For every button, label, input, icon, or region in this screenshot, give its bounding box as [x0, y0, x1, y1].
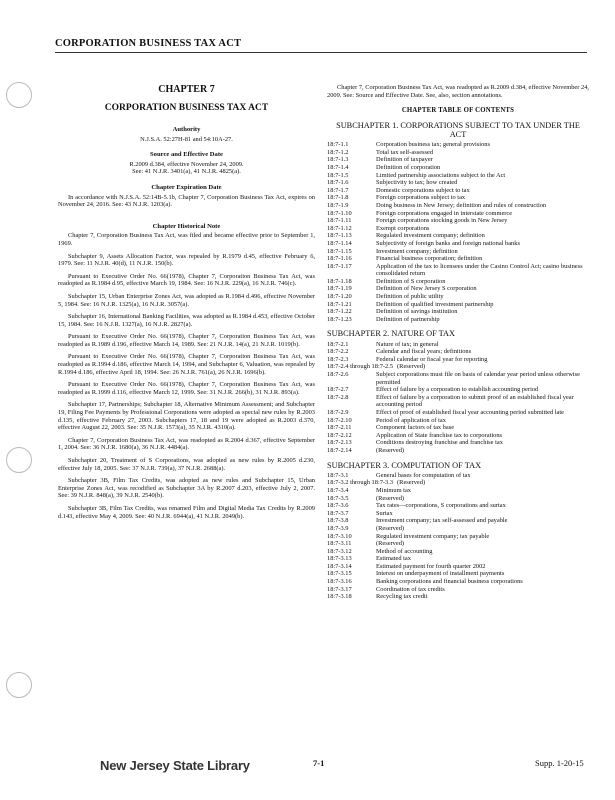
toc-entry: [327, 348, 589, 356]
section-title: Financial business corporation; definition: [376, 255, 483, 263]
chapter-title: CORPORATION BUSINESS TAX ACT: [104, 103, 269, 113]
history-paragraph: Pursuant to Executive Order No. 66(1978), Chapter 7, Corporation Business Tax Act, was readopted as R.1994 d.186, effective March 14, 1994, and Subchapter 6, Valuation, was repealed by R.1994 d.186, effective April 18, 1994. See: 26 N.J.R. 761(a), 26 N.J.R. 1696(b).: [58, 353, 315, 376]
section-number: 18:7-1.12: [327, 224, 352, 232]
section-title: Subject corporations must file on basis of calendar year period unless otherwise permitted: [376, 371, 580, 386]
section-number: 18:7-3.4: [327, 486, 349, 494]
toc-entry: [327, 141, 589, 149]
section-number: 18:7-1.5: [327, 171, 349, 179]
section-number: 18:7-1.6: [327, 179, 349, 187]
left-column: [58, 84, 315, 525]
section-number: 18:7-2.3: [327, 355, 349, 363]
toc-entry: [327, 593, 589, 601]
section-title: Regulated investment company; tax payable: [376, 532, 490, 540]
toc-entry: [327, 487, 589, 495]
section-title: Effect of proof of established fiscal year accounting period submitted late: [376, 408, 564, 416]
section-number: 18:7-3.10: [327, 532, 352, 540]
section-number: 18:7-3.7: [327, 509, 349, 517]
toc-entry: [327, 394, 589, 409]
running-head: CORPORATION BUSINESS TAX ACT: [55, 38, 242, 49]
section-number: 18:7-3.17: [327, 585, 352, 593]
section-number: 18:7-1.18: [327, 277, 352, 285]
toc-entry: [327, 563, 589, 571]
page-number: 7-1: [313, 758, 325, 768]
history-paragraph: Subchapter 9, Assets Allocation Factor, was repealed by R.1979 d.45, effective February 6, 1979. See: 11 N.J.R. 40(d), 11 N.J.R. 150(b).: [58, 252, 315, 268]
toc-entry: [327, 187, 589, 195]
toc-entry: [327, 301, 589, 309]
toc-entry: [327, 439, 589, 447]
toc-entry: [327, 371, 589, 386]
toc-entry: [327, 210, 589, 218]
history-paragraph: Subchapter 3B, Film Tax Credits, was adopted as new rules and Subchapter 15, Urban Enterprise Zones Act, was recodified as Subchapter 3A by R.2007 d.203, effective July 2, 2007. See: 39 N.J.R. 848(a), 39 N.J.R. 2540(b).: [58, 477, 315, 500]
section-title: Investment company; tax self-assessed and payable: [376, 517, 508, 525]
toc-entry: [327, 179, 589, 187]
section-title: Regulated investment company; definition: [376, 232, 485, 240]
section-title: Application of State franchise tax to corporations: [376, 431, 502, 439]
section-title: (Reserved): [397, 479, 426, 487]
section-number: 18:7-2.12: [327, 431, 352, 439]
section-number: 18:7-3.15: [327, 570, 352, 578]
section-title: Nature of tax; in general: [376, 340, 439, 348]
section-title: Total tax self-assessed: [376, 148, 434, 156]
section-title: Definition of S corporation: [376, 277, 446, 285]
authority-heading: Authority: [172, 126, 201, 133]
section-title: Exempt corporations: [376, 224, 430, 232]
toc-entry: [327, 149, 589, 157]
subchapter-heading: SUBCHAPTER 3. COMPUTATION OF TAX: [327, 460, 482, 470]
subchapter-heading: SUBCHAPTER 1. CORPORATIONS SUBJECT TO TAX UNDER THE ACT: [336, 120, 580, 139]
section-number: 18:7-2.13: [327, 439, 352, 447]
toc-entry: [327, 495, 589, 503]
section-title: Tax rates—corporations, S corporations and surtax: [376, 502, 506, 510]
history-paragraph: Subchapter 16, International Banking Facilities, was adopted as R.1984 d.453, effective October 15, 1984. See: 16 N.J.R. 1327(a), 16 N.J.R. 2827(a).: [58, 313, 315, 328]
source-line: R.2009 d.384, effective November 24, 2009.: [129, 160, 244, 168]
toc-entry: [327, 578, 589, 586]
section-title: Subjectivity to tax; how created: [376, 179, 458, 187]
section-title: Estimated tax: [376, 555, 411, 563]
section-number: 18:7-3.5: [327, 494, 349, 502]
toc-entry: [327, 525, 589, 533]
toc-entry: [327, 356, 589, 364]
table-of-contents: [327, 121, 589, 601]
toc-entry: [327, 517, 589, 525]
section-title: Effect of failure by a corporation to establish accounting period: [376, 386, 539, 394]
history-paragraph: Subchapter 20, Treatment of S Corporations, was adopted as new rules by R.2005 d.230, effective July 18, 2005. See: 37 N.J.R. 739(a), 37 N.J.R. 2688(a).: [58, 457, 315, 472]
section-number: 18:7-1.23: [327, 315, 352, 323]
section-number: 18:7-1.22: [327, 308, 352, 316]
history-paragraph: Subchapter 17, Partnerships; Subchapter 18, Alternative Minimum Assessment; and Subchapter 19, Filing Fee Payments by Professional Corporations were adopted as special new rules by R.2003 d.135, effective February 27, 2003. Subchapters 17, 18 and 19 were adopted as R.2003 d.370, effective August 22, 2003. See: 35 N.J.R. 1573(a), 35 N.J.R. 4310(a).: [58, 401, 315, 432]
subchapter-heading: SUBCHAPTER 2. NATURE OF TAX: [327, 329, 456, 339]
section-title: Method of accounting: [376, 547, 433, 555]
section-title: Domestic corporations subject to tax: [376, 186, 470, 194]
section-number: 18:7-1.1: [327, 141, 349, 149]
section-number: 18:7-3.18: [327, 593, 352, 601]
section-number: 18:7-2.6: [327, 371, 349, 379]
section-title: Foreign corporations stocking goods in New Jersey: [376, 217, 508, 225]
toc-entry: [327, 586, 589, 594]
binder-hole-icon: [6, 672, 32, 698]
section-title: (Reserved): [376, 540, 405, 548]
toc-entry: [327, 172, 589, 180]
section-number: 18:7-1.14: [327, 239, 352, 247]
toc-entry: [327, 248, 589, 256]
section-title: Definition of corporation: [376, 163, 441, 171]
section-title: (Reserved): [376, 494, 405, 502]
section-title: Coordination of tax credits: [376, 585, 445, 593]
history-paragraph: Pursuant to Executive Order No. 66(1978), Chapter 7, Corporation Business Tax Act, was readopted as R.1989 d.196, effective March 14, 1989. See: 21 N.J.R. 14(a), 21 N.J.R. 1019(b).: [58, 333, 315, 348]
section-number: 18:7-3.6: [327, 502, 349, 510]
toc-entry: [327, 217, 589, 225]
section-title: Banking corporations and financial business corporations: [376, 578, 523, 586]
section-title: Definition of savings institution: [376, 308, 458, 316]
binder-hole-icon: [6, 447, 32, 473]
toc-entry: [327, 293, 589, 301]
section-number: 18:7-2.10: [327, 416, 352, 424]
supplement-date: Supp. 1-20-15: [535, 758, 584, 768]
section-title: Recycling tax credit: [376, 593, 428, 601]
section-number: 18:7-1.17: [327, 262, 352, 270]
toc-entry: [327, 424, 589, 432]
section-title: Foreign corporations engaged in interstate commerce: [376, 209, 513, 217]
toc-entry: [327, 255, 589, 263]
section-number: 18:7-3.16: [327, 578, 352, 586]
toc-entry: [327, 548, 589, 556]
expiration-text: In accordance with N.J.S.A. 52:14B-5.1b, Chapter 7, Corporation Business Tax Act, expires on November 24, 2016. See: 43 N.J.R. 1203(a).: [58, 193, 315, 209]
toc-entry: [327, 194, 589, 202]
toc-entry: [327, 540, 589, 548]
toc-entry: [327, 308, 589, 316]
history-paragraph: Pursuant to Executive Order No. 66(1978), Chapter 7, Corporation Business Tax Act, was readopted as R.1984 d.95, effective March 19, 1984. See: 16 N.J.R. 229(a), 16 N.J.R. 746(c).: [58, 272, 315, 288]
authority-text: N.J.S.A. 52:27H-81 and 54:10A-27.: [140, 135, 233, 143]
section-title: Conditions destroying franchise and franchise tax: [376, 439, 503, 447]
section-number: 18:7-2.14: [327, 446, 352, 454]
toc-entry: [327, 472, 589, 480]
section-number: 18:7-3.13: [327, 555, 352, 563]
section-title: Calendar and fiscal years; definitions: [376, 348, 472, 356]
section-title: Estimated payment for fourth quarter 2002: [376, 562, 486, 570]
toc-entry: [327, 555, 589, 563]
section-number: 18:7-2.11: [327, 424, 352, 432]
history-paragraph: Chapter 7, Corporation Business Tax Act, was filed and became effective prior to September 1, 1969.: [58, 232, 315, 247]
source-heading: Source and Effective Date: [150, 151, 223, 159]
section-number: 18:7-2.7: [327, 386, 349, 394]
section-number: 18:7-1.16: [327, 255, 352, 263]
section-number: 18:7-1.21: [327, 300, 352, 308]
section-title: Definition of qualified investment partnership: [376, 300, 494, 308]
section-number: 18:7-1.15: [327, 247, 352, 255]
section-title: Definition of New Jersey S corporation: [376, 285, 477, 293]
section-number: 18:7-1.8: [327, 194, 349, 202]
toc-entry: [327, 502, 589, 510]
header-rule: [55, 52, 587, 53]
section-number: 18:7-1.7: [327, 186, 349, 194]
section-title: Subjectivity of foreign banks and foreign national banks: [376, 239, 520, 247]
toc-entry: [327, 156, 589, 164]
section-number: 18:7-2.9: [327, 408, 349, 416]
toc-entry: [327, 417, 589, 425]
toc-entry: [327, 316, 589, 324]
toc-entry: [327, 479, 589, 487]
toc-entry: [327, 363, 589, 371]
binder-hole-icon: [6, 82, 32, 108]
section-number: 18:7-2.8: [327, 393, 349, 401]
readoption-note: Chapter 7, Corporation Business Tax Act, was readopted as R.2009 d.384, effective November 24, 2009. See: Source and Effective Date. See, also, section annotations.: [327, 84, 589, 99]
section-number: 18:7-1.9: [327, 201, 349, 209]
section-number: 18:7-3.2 through 18:7-3.3: [327, 479, 394, 487]
section-number: 18:7-2.4 through 18:7-2.5: [327, 363, 394, 371]
history-heading: Chapter Historical Note: [152, 222, 221, 230]
toc-entry: [327, 447, 589, 455]
section-number: 18:7-3.11: [327, 540, 352, 548]
toc-entry: [327, 533, 589, 541]
toc-entry: [327, 232, 589, 240]
section-number: 18:7-3.12: [327, 547, 352, 555]
section-title: Period of application of tax: [376, 416, 446, 424]
section-title: (Reserved): [397, 363, 426, 371]
section-title: Limited partnership associations subject to the Act: [376, 171, 506, 179]
section-title: Investment company; definition: [376, 247, 458, 255]
toc-entry: [327, 263, 589, 278]
section-number: 18:7-1.20: [327, 293, 352, 301]
history-notes: [58, 232, 315, 520]
toc-entry: [327, 278, 589, 286]
toc-entry: [327, 285, 589, 293]
toc-entry: [327, 510, 589, 518]
history-paragraph: Subchapter 15, Urban Enterprise Zones Act, was adopted as R.1984 d.496, effective November 5, 1984. See: 16 N.J.R. 1325(a), 16 N.J.R. 3057(a).: [58, 292, 315, 308]
section-title: (Reserved): [376, 446, 405, 454]
toc-entry: [327, 386, 589, 394]
section-title: Federal calendar or fiscal year for reporting: [376, 355, 488, 363]
section-number: 18:7-3.8: [327, 517, 349, 525]
history-paragraph: Chapter 7, Corporation Business Tax Act, was readopted as R.2004 d.367, effective September 1, 2004. See: 36 N.J.R. 1680(a), 36 N.J.R. 4484(a).: [58, 436, 315, 452]
section-number: 18:7-3.14: [327, 562, 352, 570]
toc-entry: [327, 341, 589, 349]
section-number: 18:7-1.11: [327, 217, 352, 225]
toc-entry: [327, 570, 589, 578]
section-number: 18:7-2.2: [327, 348, 349, 356]
section-title: Application of the tax to licensees under the Casino Control Act; casino business consolidated return: [376, 262, 583, 278]
section-number: 18:7-1.2: [327, 148, 349, 156]
toc-entry: [327, 240, 589, 248]
section-number: 18:7-3.1: [327, 471, 349, 479]
history-paragraph: Subchapter 3B, Film Tax Credits, was renamed Film and Digital Media Tax Credits by R.2009 d.143, effective May 4, 2009. See: 40 N.J.R. 6944(a), 41 N.J.R. 2049(b).: [58, 504, 315, 520]
section-number: 18:7-1.4: [327, 163, 349, 171]
toc-entry: [327, 225, 589, 233]
library-logo: New Jersey State Library: [100, 758, 250, 773]
history-paragraph: Pursuant to Executive Order No. 66(1978), Chapter 7, Corporation Business Tax Act, was readopted as R.1999 d.116, effective March 12, 1999. See: 31 N.J.R. 266(b), 31 N.J.R. 893(a).: [58, 381, 315, 396]
section-number: 18:7-2.1: [327, 340, 349, 348]
section-title: Definition of public utility: [376, 293, 444, 301]
chapter-number: CHAPTER 7: [158, 84, 215, 95]
source-line: See: 41 N.J.R. 3401(a), 41 N.J.R. 4825(a).: [132, 168, 241, 176]
toc-entry: [327, 409, 589, 417]
section-title: Minimum tax: [376, 486, 411, 494]
section-title: Corporation business tax; general provisions: [376, 141, 490, 149]
section-title: General bases for computation of tax: [376, 471, 471, 479]
section-title: Doing business in New Jersey; definition and rules of construction: [376, 201, 547, 209]
section-number: 18:7-1.19: [327, 285, 352, 293]
section-title: Interest on underpayment of installment payments: [376, 570, 505, 578]
right-column: [327, 84, 589, 601]
section-title: Definition of taxpayer: [376, 156, 433, 164]
section-title: Component factors of tax base: [376, 424, 455, 432]
section-title: Surtax: [376, 509, 393, 517]
toc-entry: [327, 432, 589, 440]
section-number: 18:7-1.13: [327, 232, 352, 240]
section-title: (Reserved): [376, 524, 405, 532]
section-number: 18:7-1.3: [327, 156, 349, 164]
expiration-heading: Chapter Expiration Date: [151, 183, 222, 191]
section-number: 18:7-1.10: [327, 209, 352, 217]
section-number: 18:7-3.9: [327, 524, 349, 532]
section-title: Foreign corporations subject to tax: [376, 194, 466, 202]
toc-title: CHAPTER TABLE OF CONTENTS: [401, 107, 515, 115]
section-title: Definition of partnership: [376, 315, 440, 323]
section-title: Effect of failure by a corporation to submit proof of an established fiscal year accounting period: [376, 393, 574, 409]
toc-entry: [327, 164, 589, 172]
toc-entry: [327, 202, 589, 210]
